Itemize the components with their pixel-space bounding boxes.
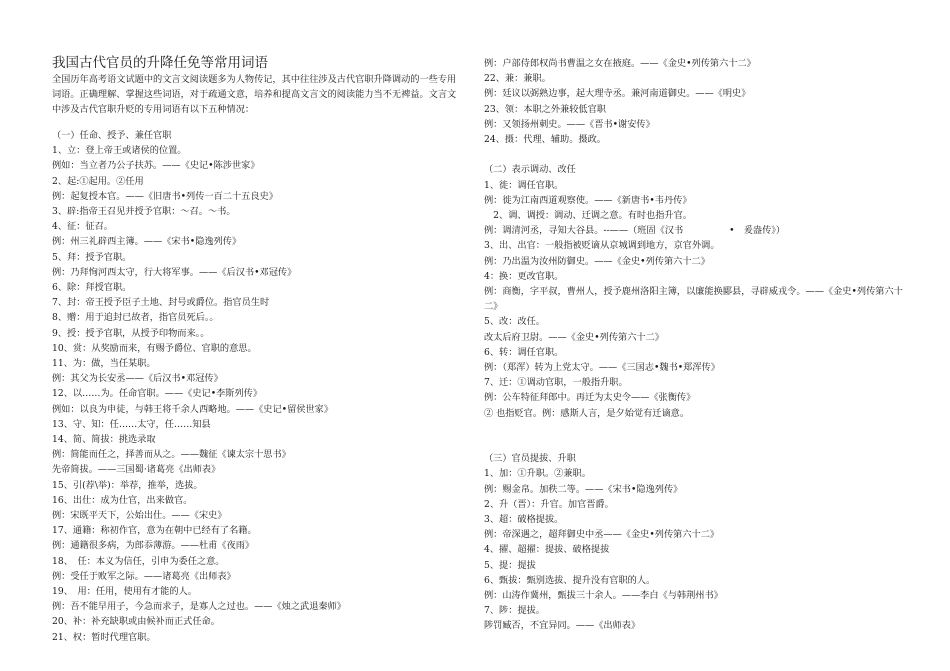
- text-line: 例如：当立者乃公子扶苏。——《史记•陈涉世家》: [52, 160, 260, 172]
- text-line: ② 也指贬官。例：感斯人言，是夕始觉有迁谪意。: [484, 407, 690, 419]
- text-line: 改太后府卫尉。——《金史•列传第六十二》: [484, 331, 664, 343]
- text-line: 1、立：登上帝王或诸侯的位置。: [52, 145, 187, 157]
- text-line: 22、兼：兼职。: [484, 73, 551, 85]
- text-line: 例：调清河丞，寻知大谷县。--——（班固《汉书 • 爰盎传》）: [484, 225, 786, 237]
- text-line: 例：又领扬州刺史。——《晋书•谢安传》: [484, 118, 655, 130]
- text-line: 10、赏：从奖励而来，有赐予爵位、官职的意思。: [52, 342, 257, 354]
- text-line: 9、授：授予官职，从授予印物而来。。: [52, 327, 210, 339]
- text-line: 18、 任：本义为信任，引申为委任之意。: [52, 555, 225, 567]
- text-line: 1、加：①升职。②兼职。: [484, 468, 591, 480]
- text-line: 例：帝深遇之，超拜御史中丞——《金史•列传第六十二》: [484, 529, 720, 541]
- text-line: 例：简能而任之，择善而从之。——魏征《谏太宗十思书》: [52, 449, 291, 461]
- text-line: 6、转：调任官职。: [484, 346, 564, 358]
- text-line: 例：（郑浑）转为上党太守。——《三国志•魏书•郑浑传》: [484, 362, 720, 373]
- text-line: 陟罚臧否，不宜异同。——《出师表》: [484, 620, 641, 632]
- text-line: 4、征：征召。: [52, 221, 113, 233]
- text-line: 例：户部侍郎权尚书曹温之女在掖庭。——《金史•列传第六十二》: [484, 58, 756, 69]
- text-line: 例：廷议以弼熟边事，起大理寺丞。兼河南道御史。——《明史》: [484, 88, 751, 100]
- text-line: 7、陟：提拔。: [484, 605, 545, 617]
- page-title: 我国古代官员的升降任免等常用词语: [52, 55, 268, 71]
- text-line: 2、起:①起用。②任用: [52, 175, 144, 187]
- text-line: （一）任命、授予、兼任官职: [52, 130, 172, 141]
- text-line: 14、简、简拔：挑选录取: [52, 434, 156, 445]
- text-line: 例：州三礼辟西主簿。——《宋书•隐逸列传》: [52, 236, 242, 248]
- text-line: 例：受任于败军之际。——诸葛亮《出师表》: [52, 570, 236, 582]
- text-line: 23、领：本职之外兼较低官职: [484, 103, 606, 115]
- text-line: 16、出仕：成为仕官，出来做官。: [52, 494, 193, 506]
- text-line: 4、擢、超擢：提拔、破格提拔: [484, 544, 610, 556]
- text-line: 6、除：拜授官职。: [52, 282, 132, 293]
- text-line: 21、权：暂时代理官职。: [52, 631, 156, 643]
- text-line: （三）官员提拔、升职: [484, 453, 576, 465]
- text-line: 3、出、出官：一般指被贬谪从京城调到地方，京官外调。: [484, 240, 720, 252]
- text-line: 5、改：改任。: [484, 316, 545, 328]
- text-line: 例：商衡，字平叔，曹州人，授予鹿州洛阳主簿，以廉能换郾县，寻辟威戎令。——《金史•列传第六十二》: [484, 286, 903, 312]
- text-line: 例：乃出温为汝州防御史。——《金史•列传第六十二》: [484, 255, 710, 267]
- text-line: 3、超：破格提拔。: [484, 514, 564, 525]
- text-line: 5、拜：授予官职。: [52, 251, 132, 263]
- text-line: 24、摄：代理、辅助。摄政。: [484, 134, 606, 145]
- text-line: 4：换：更改官职。: [484, 270, 564, 282]
- text-line: 例：吾不能早用子，今急而求子，是寡人之过也。——《烛之武退秦师》: [52, 601, 346, 613]
- text-line: 3、辟:指帝王召见并授予官职：～召。～书。: [52, 206, 236, 217]
- text-line: 11、为：做，当任某职。: [52, 358, 156, 369]
- text-line: 17、通籍：称初作官，意为在朝中已经有了名籍。: [52, 525, 257, 537]
- text-line: 例：赐金帛。加秩二等。——《宋书•隐逸列传》: [484, 483, 683, 495]
- text-line: 先帝简拔。——三国蜀·诸葛亮《出师表》: [52, 464, 221, 476]
- text-line: 例如：以良为申徒，与韩王将千余人西略地。——《史记•留侯世家》: [52, 403, 334, 415]
- text-line: 12、以……为。任命官职。——《史记•李斯列传》: [52, 388, 263, 400]
- text-line: 15、引(荐\举)：举荐，推举，选拔。: [52, 479, 203, 491]
- text-line: （二）表示调动、改任: [484, 164, 576, 176]
- text-line: 6、甄拔：甄别选拔、提升没有官职的人。: [484, 574, 656, 586]
- text-line: 例：徙为江南西道观察使。——《新唐书•韦丹传》: [484, 194, 692, 206]
- intro-paragraph: 全国历年高考语文试题中的文言文阅读题多为人物传记，其中往往涉及古代官职升降调动的一些专用词语。正确理解、掌握这些词语，对于疏通文意，培养和提高文言文的阅读能力当不无裨益。文言文中涉及古代官职升贬的专用词语有以下五种情况：: [52, 74, 457, 115]
- text-line: 7、封：帝王授予臣子土地、封号或爵位。指官员生时: [52, 297, 270, 309]
- text-line: 8、赠：用于追封已故者，指官员死后。。: [52, 312, 219, 324]
- text-line: 1、徙：调任官职。: [484, 179, 564, 191]
- text-line: 2、调、调授：调动、迁调之意。有时也指升官。: [484, 210, 692, 221]
- text-line: 2、升（晋）：升官。加官晋爵。: [484, 498, 614, 510]
- text-line: 7、迁：①调动官职，一般指升职。: [484, 377, 628, 389]
- text-line: 例：公车特征拜郎中。再迁为太史令——《张衡传》: [484, 392, 696, 404]
- text-line: 20、补：补充缺职或由候补而正式任命。: [52, 616, 220, 628]
- text-line: 例：通籍很多病，为郎忝薄游。——杜甫《夜雨》: [52, 540, 255, 552]
- text-line: 13、守、知：任……太守，任……知县: [52, 418, 211, 430]
- text-line: 例：山涛作冀州，甄拔三十余人。——李白《与韩荆州书》: [484, 590, 723, 601]
- text-line: 19、 用：任用，使用有才能的人。: [52, 586, 197, 597]
- text-line: 例：起复授本官。——《旧唐书•列传一百二十五良史》: [52, 190, 278, 202]
- text-line: 例：其父为长安丞——《后汉书•邓冠传》: [52, 373, 223, 385]
- text-line: 5、提：提拔: [484, 559, 536, 571]
- text-line: 例：宋既平天下，公始出仕。——《宋史》: [52, 510, 227, 521]
- text-line: 例：乃拜恂河西太守，行大将军事。——《后汉书•邓冠传》: [52, 266, 297, 278]
